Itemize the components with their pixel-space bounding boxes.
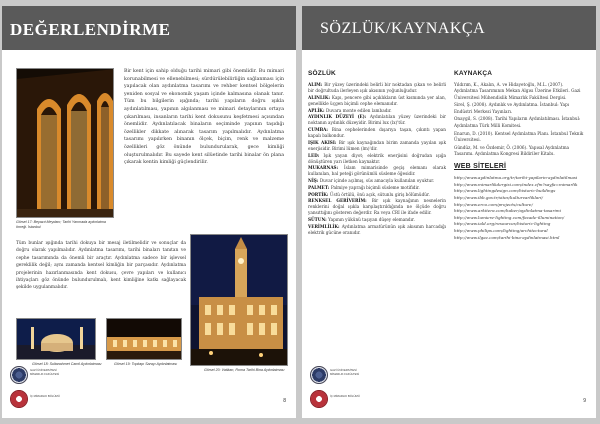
glossary-term: CUMBA: bbox=[308, 127, 332, 133]
references-list bbox=[454, 82, 588, 157]
reference-entry: Gündüz, M. ve Özdemir, Ö. (2006). Yapısal Aydınlatma Tasarımı. Aydınlatma Kongresi Bildiriler Kitabı. bbox=[454, 144, 570, 156]
web-link[interactable]: http://www.erco.com/projects/culture/ bbox=[454, 201, 533, 207]
palace-illustration bbox=[107, 319, 182, 360]
reference-entry: Enarun, D. (2010). Kentsel Aydınlatma Planı. İstanbul Teknik Üniversitesi. bbox=[454, 130, 584, 142]
glossary-definition: Aydınlatma armatürünün ışık akısının harcadığı elektrik gücüne oranıdır. bbox=[308, 223, 446, 235]
glossary-entry bbox=[308, 192, 446, 198]
page-left bbox=[2, 6, 296, 418]
logo-text-b: İÇ MİMARLIK BÖLÜMÜ bbox=[330, 394, 360, 398]
glossary-entry bbox=[308, 178, 446, 184]
references-column bbox=[454, 70, 588, 241]
page-header bbox=[2, 6, 296, 50]
web-link[interactable]: http://www.lumiere-lighting.com/facade-illumination/ bbox=[454, 214, 565, 220]
glossary-entry bbox=[308, 185, 446, 191]
logo-text-a: GAZİ ÜNİVERSİTESİ MİMARLIK FAKÜLTESİ bbox=[330, 368, 360, 376]
references-title: KAYNAKÇA bbox=[454, 70, 493, 77]
glossary-title: SÖZLÜK bbox=[308, 70, 336, 77]
glossary-definition: Palmiye yaprağı biçimli süsleme motifidir. bbox=[330, 184, 420, 190]
glossary-definition: Bir yüzey üzerindeki belirli bir noktadan çıkan ve belirli bir doğrultuda ilerleyen ışık akısının yoğunluğudur. bbox=[308, 82, 447, 94]
glossary-entry bbox=[308, 153, 446, 165]
glossary-entry bbox=[308, 165, 446, 177]
glossary-entry bbox=[308, 198, 446, 216]
glossary-entry bbox=[308, 95, 446, 107]
palace-night-photo bbox=[106, 318, 182, 360]
web-link[interactable]: http://www.arkitera.com/haber/aydinlatma-tasarimi bbox=[454, 208, 561, 214]
glossary-term: VERİMLİLİK: bbox=[308, 223, 342, 229]
photo-caption-bottom-right: Görsel 20: Vatikan, Roma Tarihi Bina Aydınlatması bbox=[204, 368, 285, 372]
photo-caption-bottom-mid: Görsel 19: Topkapı Sarayı Aydınlatması bbox=[114, 362, 178, 366]
glossary-column bbox=[308, 70, 446, 237]
glossary-term: SÜTUN: bbox=[308, 217, 329, 223]
page-title: DEĞERLENDİRME bbox=[10, 20, 171, 39]
glossary-definition: Duvar içinde açılmış, süs amacıyla kullanılan oyuktur. bbox=[319, 178, 435, 184]
glossary-entry bbox=[308, 108, 446, 114]
glossary-definition: İslam mimarisinde geçiş elemanı olarak kullanılan, bal peteği görünümlü süsleme öğesidir. bbox=[308, 165, 446, 177]
web-link[interactable]: http://www.lightingdesign.com/historic-buildings bbox=[454, 188, 556, 194]
body-paragraph: Tüm bunlar ışığında tarihi dokuya bir mesaj iletilmelidir ve sonuçlar da doğru olarak yapılmalıdır. Aydınlatma tasarımı, tarihi binaları tanıtan ve cephe tasarımında da önemli bir araçtır. Aydınlatma sadece bir işlevsel gereklilik değil; aynı zamanda kentsel kimliğin bir parçasıdır. Aydınlatma projelerinin hazırlanmasında kent dokusu, çevre yapıları ve kullanıcı ihtiyaçları göz önünde bulundurulmalı, kent kimliğine katkı sağlayacak şekilde uygulanmalıdır. bbox=[16, 241, 186, 291]
glossary-definition: Üstü örtülü, önü açık, sütunlu giriş bölümüdür. bbox=[329, 191, 430, 197]
glossary-term: PORTİK: bbox=[308, 191, 330, 197]
glossary-term: APLİK: bbox=[308, 107, 326, 113]
glossary-definition: Yapının yükünü taşıyan düşey elemandır. bbox=[328, 217, 415, 223]
glossary-term: NİŞ: bbox=[308, 178, 320, 184]
page-number: 8 bbox=[283, 398, 286, 404]
clocktower-night-photo bbox=[190, 234, 288, 366]
glossary-term: ALINLIK: bbox=[308, 94, 332, 100]
web-link[interactable]: http://www.aydinlatma.org/tr/tarihi-yapilarin-aydinlatilmasi bbox=[454, 175, 578, 181]
glossary-definition: Işık yayan diyot; elektrik enerjisini doğrudan ışığa dönüştüren yarı iletken kaynaktır. bbox=[308, 152, 446, 164]
web-link[interactable]: http://www.ilgaz.com/tarihi-bina-aydinlatmasi.html bbox=[454, 234, 560, 240]
glossary-definition: Bina cephelerinden dışarıya taşan, çıkıntı yapan kapalı balkondur. bbox=[308, 127, 446, 139]
footer-logos bbox=[308, 366, 360, 412]
photo-caption-bottom-left: Görsel 18: Sultanahmet Camii Aydınlatması bbox=[32, 362, 102, 366]
glossary-term: MUKARNAS: bbox=[308, 165, 344, 171]
glossary-term: ALIM: bbox=[308, 82, 325, 87]
glossary-term: PALMET: bbox=[308, 184, 331, 190]
glossary-entry bbox=[308, 82, 446, 94]
web-sites-list bbox=[454, 175, 588, 241]
mosque-night-photo bbox=[16, 318, 96, 360]
glossary-definition: Duvara monte edilen lambadır. bbox=[325, 107, 392, 113]
glossary-term: RENKSEL GERİVERİM: bbox=[308, 198, 372, 204]
web-link[interactable]: http://www.ibb.gov.tr/sites/kulturvarliklari/ bbox=[454, 195, 543, 201]
logo-text-a: GAZİ ÜNİVERSİTESİ MİMARLIK FAKÜLTESİ bbox=[30, 368, 60, 376]
page-header bbox=[302, 6, 596, 50]
glossary-entry bbox=[308, 114, 446, 126]
glossary-definition: Kapı, pencere gibi açıklıkların üst kısmında yer alan, genellikle üçgen biçimli cephe elemanıdır. bbox=[308, 94, 446, 106]
intro-paragraph: Bir kent için sahip olduğu tarihi mimari gibi önemlidir. Bu mimari korunabilmesi ve ellenebilmesi; sürdürülebilirliğin sağlanması için yapılacak olan aydınlatma tasarımı ve rehber kentsel bölgelerin yeniden sosyal ve ekonomik yaşam içinde kalmasına olanak tanır. Tüm bu bilgilerin ışığında; tarihi yapıların doğru ışıkla aydınlatılması, yapının algılanması ve mimari detaylarının ortaya çıkarılması, insanların tarihi kent dokusunu keşfetmesi açısından önemlidir. Aydınlatılacak binaların seçiminde yapının taşıdığı özellikler dikkate alınarak tasarım yapılmalıdır. Aydınlatma tasarımı yapılırken binanın ölçek, biçim, renk ve malzeme özellikleri göz önünde bulundurularak, gece kimliği oluşturulmalıdır. Bu sayede kent silüetinde tarihi binalar ön plana çıkarak kentin kimliği güçlendirilir. bbox=[124, 69, 284, 166]
glossary-term: LED: bbox=[308, 152, 324, 158]
glossary-entry bbox=[308, 127, 446, 139]
department-logo bbox=[310, 390, 328, 408]
glossary-definition: Bir ışık kaynağından birim zamanda yayılan ışık enerjisidir. Birimi lümen (lm)'dir. bbox=[308, 139, 447, 151]
web-link[interactable]: http://www.philips.com/lighting/architectural bbox=[454, 228, 548, 234]
glossary-entry bbox=[308, 140, 446, 152]
university-logo bbox=[310, 366, 328, 384]
clocktower-illustration bbox=[191, 235, 288, 366]
web-link[interactable]: http://www.mimarlikdergisi.com/index.cfm?sayfa=mimarlik bbox=[454, 181, 578, 187]
arcade-illustration bbox=[17, 69, 114, 218]
photo-caption-top: Görsel 17: Beyazıt Meydanı; Tarihi Yarımada aydınlatma örneği. İstanbul bbox=[16, 220, 106, 229]
web-link[interactable]: http://www.iald.org/resources/historic-lighting bbox=[454, 221, 551, 227]
arcade-night-photo bbox=[16, 68, 114, 218]
logo-text-b: İÇ MİMARLIK BÖLÜMÜ bbox=[30, 394, 60, 398]
glossary-entry bbox=[308, 224, 446, 236]
mosque-illustration bbox=[17, 319, 96, 360]
web-sites-title: WEB SİTELERİ bbox=[454, 163, 507, 171]
glossary-definition: Bir ışık kaynağının nesnelerin renklerini doğal ışıkla karşılaştırıldığında ne ölçüde doğru yansıttığını gösteren değerdir. Ra veya CRI ile ifade edilir. bbox=[308, 198, 446, 216]
reference-entry: Sirel, Ş. (2008). Aydınlık ve Aydınlatma. İstanbul: Yapı Endüstri Merkezi Yayınları. bbox=[454, 102, 569, 114]
footer-logos bbox=[8, 366, 60, 412]
page-right bbox=[302, 6, 596, 418]
reference-entry: Yıldırım, K., Akalın, A. ve Hidayetoğlu, M.L. (2007). Aydınlatma Tasarımının Mekan Algısı Üzerine Etkileri. Gazi Üniversitesi Mühendislik Mimarlık Fakültesi Dergisi. bbox=[454, 82, 581, 100]
glossary-list bbox=[308, 82, 446, 236]
glossary-term: AYDINLIK DÜZEYİ (E): bbox=[308, 114, 370, 120]
reference-entry: Onaygil, S. (2008). Tarihi Yapıların Aydınlatılması. İstanbul: Aydınlatma Türk Milli Komitesi. bbox=[454, 116, 581, 128]
page-title: SÖZLÜK/KAYNAKÇA bbox=[320, 20, 486, 37]
university-logo bbox=[10, 366, 28, 384]
department-logo bbox=[10, 390, 28, 408]
glossary-term: IŞIK AKISI: bbox=[308, 139, 339, 145]
glossary-definition: Aydınlatılan yüzey üzerindeki bir noktanın aydınlık düzeyidir. Birimi lux (lx)'tür. bbox=[308, 114, 446, 126]
glossary-entry bbox=[308, 217, 446, 223]
page-number: 9 bbox=[583, 398, 586, 404]
